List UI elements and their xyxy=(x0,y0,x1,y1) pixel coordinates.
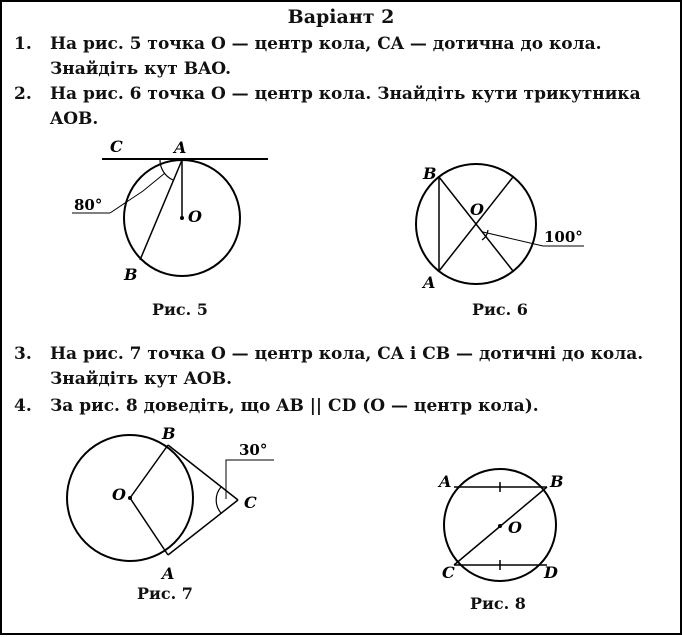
variant-title: Варіант 2 xyxy=(287,6,395,28)
problem-1-text: На рис. 5 точка O — центр кола, CA — дотична до кола. Знайдіть кут BAO. xyxy=(50,34,602,79)
problem-3-text: На рис. 7 точка O — центр кола, CA і CB — дотичні до кола. Знайдіть кут AOB. xyxy=(50,344,644,389)
problem-3-number: 3. xyxy=(14,344,32,364)
figure-7-caption: Рис. 7 xyxy=(137,584,193,603)
fig6-angle-value: 100° xyxy=(544,228,583,246)
fig5-label-o: O xyxy=(188,207,202,226)
fig7-label-c: C xyxy=(244,493,257,512)
problem-4-number: 4. xyxy=(14,396,32,416)
fig8-label-c: C xyxy=(442,563,455,582)
figure-5-caption: Рис. 5 xyxy=(152,300,208,319)
fig5-label-a: A xyxy=(174,138,187,157)
fig8-label-b: B xyxy=(550,472,564,491)
fig8-label-a: A xyxy=(439,472,452,491)
fig7-label-a: A xyxy=(162,564,175,583)
problem-2-number: 2. xyxy=(14,84,32,104)
fig6-label-b: B xyxy=(423,164,437,183)
fig8-center-point xyxy=(498,524,502,528)
figure-8-caption: Рис. 8 xyxy=(470,594,526,613)
fig7-label-o: O xyxy=(112,485,126,504)
fig5-angle-value: 80° xyxy=(74,196,103,214)
problem-4-text: За рис. 8 доведіть, що AB || CD (O — центр кола). xyxy=(50,396,539,416)
fig8-label-d: D xyxy=(544,563,558,582)
fig5-label-b: B xyxy=(124,265,138,284)
fig6-label-a: A xyxy=(423,273,436,292)
fig7-angle-value: 30° xyxy=(239,441,268,459)
fig8-label-o: O xyxy=(508,518,522,537)
problem-2-text: На рис. 6 точка O — центр кола. Знайдіть кути трикутника AOB. xyxy=(50,84,641,129)
figure-8-drawing xyxy=(2,2,682,637)
figure-6-caption: Рис. 6 xyxy=(472,300,528,319)
fig6-label-o: O xyxy=(470,200,484,219)
fig5-label-c: C xyxy=(110,137,123,156)
fig7-label-b: B xyxy=(162,424,176,443)
problem-1-number: 1. xyxy=(14,34,32,54)
